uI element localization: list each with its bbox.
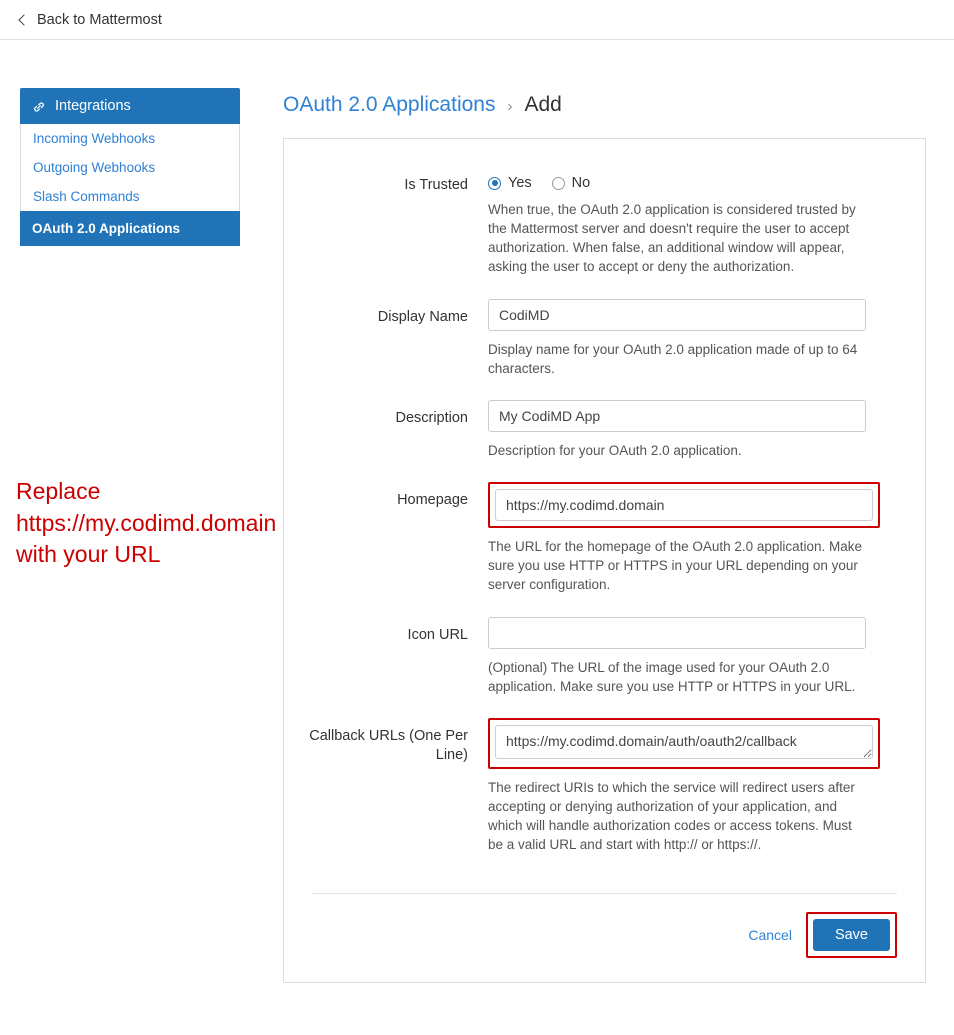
- is-trusted-option-yes[interactable]: [488, 175, 532, 191]
- homepage-highlight-box: [488, 482, 880, 528]
- main-content: [240, 88, 954, 983]
- description-input[interactable]: [488, 400, 866, 432]
- save-highlight-box: [806, 912, 897, 958]
- breadcrumb-separator-icon: ›: [507, 97, 513, 115]
- display-name-label: Display Name: [377, 308, 468, 325]
- radio-yes-icon[interactable]: [488, 177, 501, 190]
- icon-url-input[interactable]: [488, 617, 866, 649]
- sidebar-item-label: OAuth 2.0 Applications: [32, 221, 181, 236]
- sidebar-header-integrations[interactable]: [20, 88, 240, 124]
- oauth-app-form-card: [283, 138, 926, 983]
- sidebar-header-label: Integrations: [55, 98, 131, 114]
- field-row-description: [284, 400, 897, 476]
- homepage-help: The URL for the homepage of the OAuth 2.0 application. Make sure you use HTTP or HTTPS in your URL depending on your server configuration.: [488, 539, 862, 593]
- sidebar-item-oauth-applications[interactable]: [20, 211, 240, 246]
- sidebar-item-label: Incoming Webhooks: [33, 131, 156, 146]
- display-name-help: Display name for your OAuth 2.0 application made of up to 64 characters.: [488, 341, 858, 376]
- annotation-text: Replace https://my.codimd.domain with your URL: [16, 478, 277, 567]
- sidebar-item-slash-commands[interactable]: [21, 182, 239, 211]
- save-button[interactable]: Save: [813, 919, 890, 951]
- is-trusted-radio-group: [488, 167, 897, 191]
- description-help: Description for your OAuth 2.0 application.: [488, 442, 742, 458]
- radio-no-label: No: [571, 175, 591, 191]
- breadcrumb: [283, 93, 926, 117]
- sidebar-item-label: Slash Commands: [33, 189, 140, 204]
- field-row-homepage: [284, 482, 897, 610]
- is-trusted-label: Is Trusted: [404, 177, 468, 193]
- cancel-button[interactable]: Cancel: [748, 926, 792, 943]
- description-label: Description: [395, 409, 468, 426]
- link-icon: [32, 100, 46, 114]
- callback-urls-textarea[interactable]: [495, 725, 873, 759]
- back-to-mattermost-label: Back to Mattermost: [37, 11, 162, 28]
- radio-no-icon[interactable]: [552, 177, 565, 190]
- breadcrumb-parent-link[interactable]: OAuth 2.0 Applications: [283, 93, 496, 116]
- is-trusted-option-no[interactable]: [552, 175, 591, 191]
- homepage-input[interactable]: [495, 489, 873, 521]
- icon-url-help: (Optional) The URL of the image used for your OAuth 2.0 application. Make sure you use HTTP or HTTPS in your URL.: [488, 659, 856, 694]
- sidebar-list: [20, 124, 240, 246]
- sidebar-item-outgoing-webhooks[interactable]: [21, 153, 239, 182]
- top-bar: [0, 0, 954, 40]
- icon-url-label: Icon URL: [407, 626, 468, 643]
- breadcrumb-current: Add: [524, 93, 562, 116]
- radio-yes-label: Yes: [508, 175, 532, 191]
- sidebar-item-label: Outgoing Webhooks: [33, 160, 156, 175]
- callback-urls-label: Callback URLs (One Per Line): [309, 727, 468, 764]
- sidebar-item-incoming-webhooks[interactable]: [21, 124, 239, 153]
- callback-urls-help: The redirect URIs to which the service will redirect users after accepting or denying authorization of your application, and which will handle authorization codes or access tokens. Must be a valid URL and start with http:// or https://.: [488, 779, 855, 853]
- display-name-input[interactable]: [488, 299, 866, 331]
- field-row-icon-url: [284, 617, 897, 712]
- field-row-display-name: [284, 299, 897, 394]
- callback-urls-highlight-box: [488, 718, 880, 769]
- is-trusted-help: When true, the OAuth 2.0 application is considered trusted by the Mattermost server and doesn't require the user to accept authorization. When false, an additional window will appear, asking the user to accept or deny the authorization.: [488, 202, 856, 275]
- chevron-left-icon: [18, 15, 28, 25]
- form-footer: [284, 894, 897, 972]
- field-row-callback-urls: [284, 718, 897, 871]
- field-row-is-trusted: [284, 167, 897, 293]
- back-to-mattermost-link[interactable]: [18, 12, 162, 28]
- homepage-label: Homepage: [397, 492, 468, 509]
